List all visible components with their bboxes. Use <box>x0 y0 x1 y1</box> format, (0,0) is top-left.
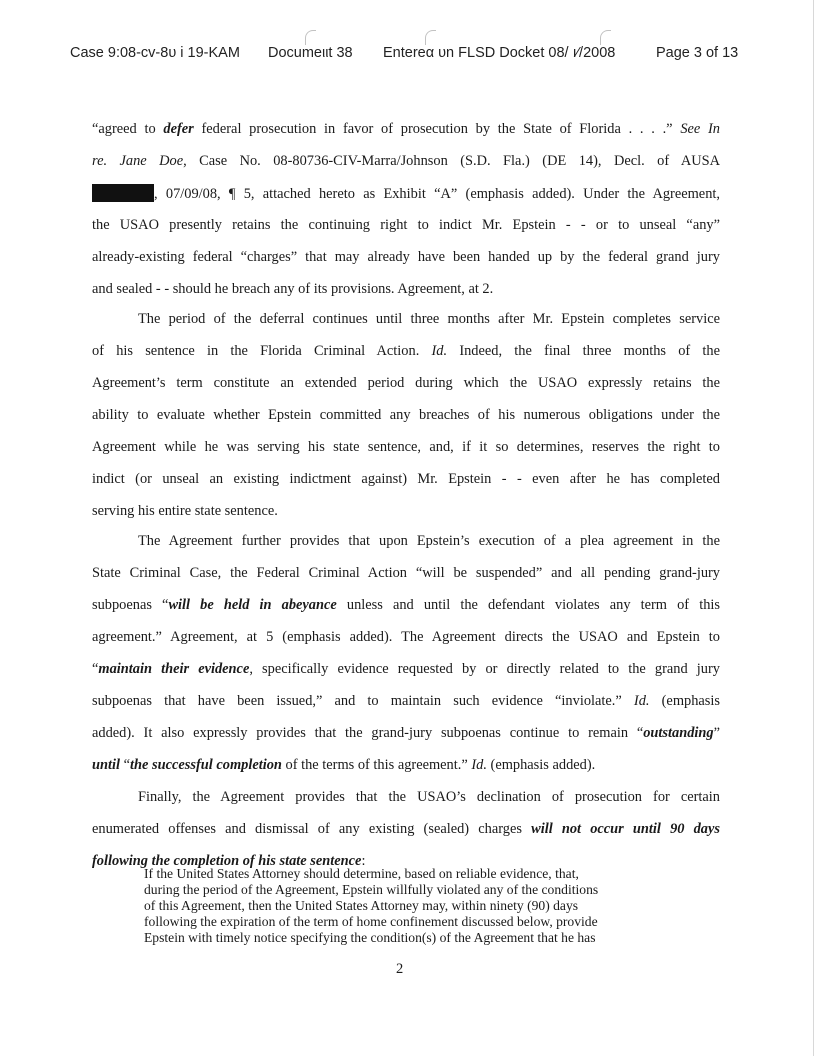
text-line: enumerated offenses and dismissal of any existing (sealed) charges will not occur until 90 days <box>92 821 720 837</box>
text-line: already-existing federal “charges” that may already have been handed up by the federal grand jury <box>92 249 720 265</box>
text-line: added). It also expressly provides that the grand-jury subpoenas continue to remain “outstanding” <box>92 725 720 741</box>
text-line: indict (or unseal an existing indictment against) Mr. Epstein - - even after he has completed <box>92 471 720 487</box>
case-number: Case 9:08-cv-8υ i 19-KAM <box>70 45 240 61</box>
text-line: and sealed - - should he breach any of its provisions. Agreement, at 2. <box>92 281 494 297</box>
text-line: following the completion of his state sentence: <box>92 853 366 869</box>
text-line: The Agreement further provides that upon Epstein’s execution of a plea agreement in the <box>138 533 720 549</box>
page-count: Page 3 of 13 <box>656 45 739 61</box>
quote-line: Epstein with timely notice specifying the condition(s) of the Agreement that he has <box>144 930 596 945</box>
text-line: “maintain their evidence, specifically evidence requested by or directly related to the grand jury <box>92 661 720 677</box>
text-line: agreement.” Agreement, at 5 (emphasis added). The Agreement directs the USAO and Epstein to <box>92 629 720 645</box>
text-line: Agreement’s term constitute an extended period during which the USAO expressly retains the <box>92 375 720 391</box>
scan-mark <box>600 30 611 45</box>
scan-edge <box>813 0 814 1056</box>
document-number: Documеιιt 38 <box>268 45 353 61</box>
redaction-block <box>92 184 154 202</box>
text-line: Agreement while he was serving his state sentence, and, if it so determines, reserves the right to <box>92 439 720 455</box>
page-number: 2 <box>396 961 404 977</box>
text-line: serving his entire state sentence. <box>92 503 278 519</box>
text-line: of his sentence in the Florida Criminal Action. Id. Indeed, the final three months of the <box>92 343 721 359</box>
text-line: State Criminal Case, the Federal Criminal Action “will be suspended” and all pending grand-jury <box>92 565 720 581</box>
text-line: Finally, the Agreement provides that the USAO’s declination of prosecution for certain <box>138 789 720 805</box>
text-line: ability to evaluate whether Epstein committed any breaches of his numerous obligations under the <box>92 407 720 423</box>
text-line: , 07/09/08, ¶ 5, attached hereto as Exhibit “A” (emphasis added). Under the Agreement, <box>92 184 720 203</box>
quote-line: of this Agreement, then the United States Attorney may, within ninety (90) days <box>144 898 579 913</box>
scan-mark <box>305 30 316 45</box>
quote-line: If the United States Attorney should determine, based on reliable evidence, that, <box>144 866 579 881</box>
text-line: The period of the deferral continues until three months after Mr. Epstein completes service <box>138 311 720 327</box>
quote-line: during the period of the Agreement, Epstein willfully violated any of the conditions <box>144 882 599 897</box>
court-filing-header <box>70 45 770 67</box>
text-line: re. Jane Doe, Case No. 08-80736-CIV-Marra/Johnson (S.D. Fla.) (DE 14), Decl. of AUSA <box>92 153 720 169</box>
quote-line: following the expiration of the term of home confinement discussed below, provide <box>144 914 598 929</box>
text-line: subpoenas that have been issued,” and to maintain such evidence “inviolate.” Id. (emphasis <box>92 693 720 709</box>
scan-mark <box>425 30 436 45</box>
text-line: the USAO presently retains the continuing right to indict Mr. Epstein - - or to unseal “any” <box>92 217 720 233</box>
text-line: “agreed to defer federal prosecution in favor of prosecution by the State of Florida . . . .” See In <box>92 121 721 137</box>
entered-docket: Entereα υn FLSD Docket 08/ ı⁄/2008 <box>383 45 616 61</box>
text-line: until “the successful completion of the terms of this agreement.” Id. (emphasis added). <box>92 757 596 773</box>
text-line: subpoenas “will be held in abeyance unless and until the defendant violates any term of this <box>92 597 720 613</box>
